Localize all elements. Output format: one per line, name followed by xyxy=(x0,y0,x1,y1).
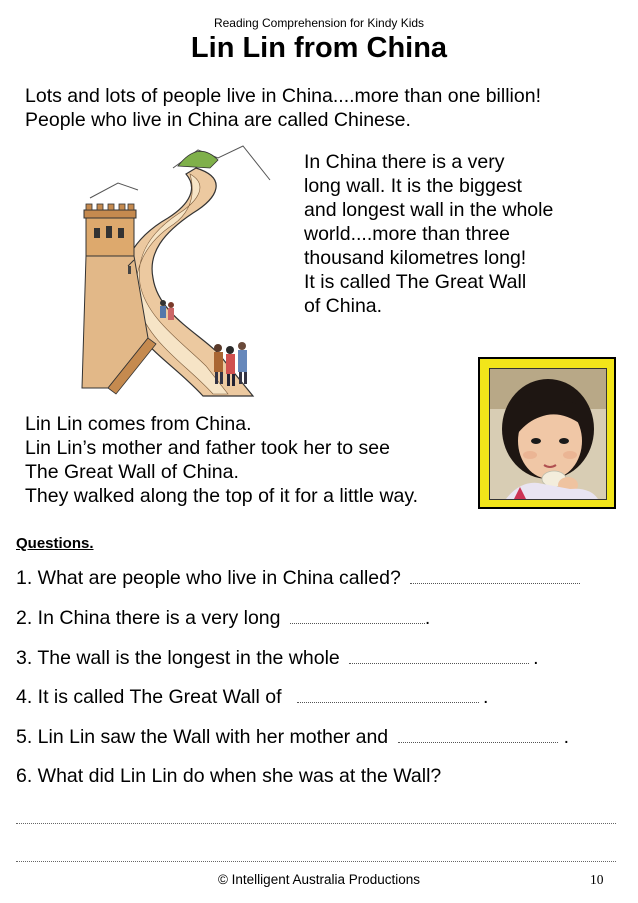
great-wall-illustration xyxy=(78,138,278,398)
question-2 xyxy=(16,607,430,630)
wall-line: of China. xyxy=(304,295,383,317)
question-6 xyxy=(16,765,441,788)
questions-heading: Questions. xyxy=(16,535,94,552)
lin-line: The Great Wall of China. xyxy=(25,461,239,483)
worksheet-header: Reading Comprehension for Kindy Kids xyxy=(213,16,425,30)
question-suffix: . xyxy=(482,686,489,708)
wall-line: world....more than three xyxy=(304,223,510,245)
intro-line-1: Lots and lots of people live in China....more than one billion! xyxy=(25,85,541,107)
question-text: 4. It is called The Great Wall of xyxy=(16,686,282,708)
lin-line: Lin Lin comes from China. xyxy=(25,413,252,435)
wall-line: and longest wall in the whole xyxy=(304,199,554,221)
question-text: 6. What did Lin Lin do when she was at the Wall? xyxy=(16,765,442,787)
page-title: Lin Lin from China xyxy=(190,32,448,64)
answer-line-6a[interactable] xyxy=(16,823,616,824)
answer-blank-2[interactable] xyxy=(290,607,425,624)
answer-blank-1[interactable] xyxy=(410,567,580,584)
question-4 xyxy=(16,686,488,709)
wall-line: In China there is a very xyxy=(304,151,505,173)
answer-blank-4[interactable] xyxy=(297,686,479,703)
girl-photo xyxy=(489,368,607,500)
intro-paragraph xyxy=(25,84,625,132)
question-text: 3. The wall is the longest in the whole xyxy=(16,647,340,669)
intro-line-2: People who live in China are called Chinese. xyxy=(25,109,411,131)
question-suffix: . xyxy=(424,607,431,629)
question-text: 2. In China there is a very long xyxy=(16,607,281,629)
question-text: 1. What are people who live in China called? xyxy=(16,567,401,589)
wall-line: It is called The Great Wall xyxy=(304,271,527,293)
great-wall-paragraph xyxy=(304,150,624,318)
copyright-footer: © Intelligent Australia Productions xyxy=(217,872,421,887)
answer-line-6b[interactable] xyxy=(16,861,616,862)
lin-line: They walked along the top of it for a little way. xyxy=(25,485,419,507)
question-suffix: . xyxy=(533,647,539,669)
question-3 xyxy=(16,647,539,670)
wall-line: long wall. It is the biggest xyxy=(304,175,522,197)
question-suffix: . xyxy=(563,726,569,748)
lin-lin-paragraph xyxy=(25,412,475,508)
wall-line: thousand kilometres long! xyxy=(304,247,527,269)
girl-photo-frame xyxy=(478,357,616,509)
question-1 xyxy=(16,567,580,590)
lin-line: Lin Lin’s mother and father took her to see xyxy=(25,437,390,459)
answer-blank-3[interactable] xyxy=(349,647,529,664)
page-number: 10 xyxy=(590,872,604,887)
question-text: 5. Lin Lin saw the Wall with her mother and xyxy=(16,726,389,748)
answer-blank-5[interactable] xyxy=(398,726,558,743)
question-5 xyxy=(16,726,569,749)
